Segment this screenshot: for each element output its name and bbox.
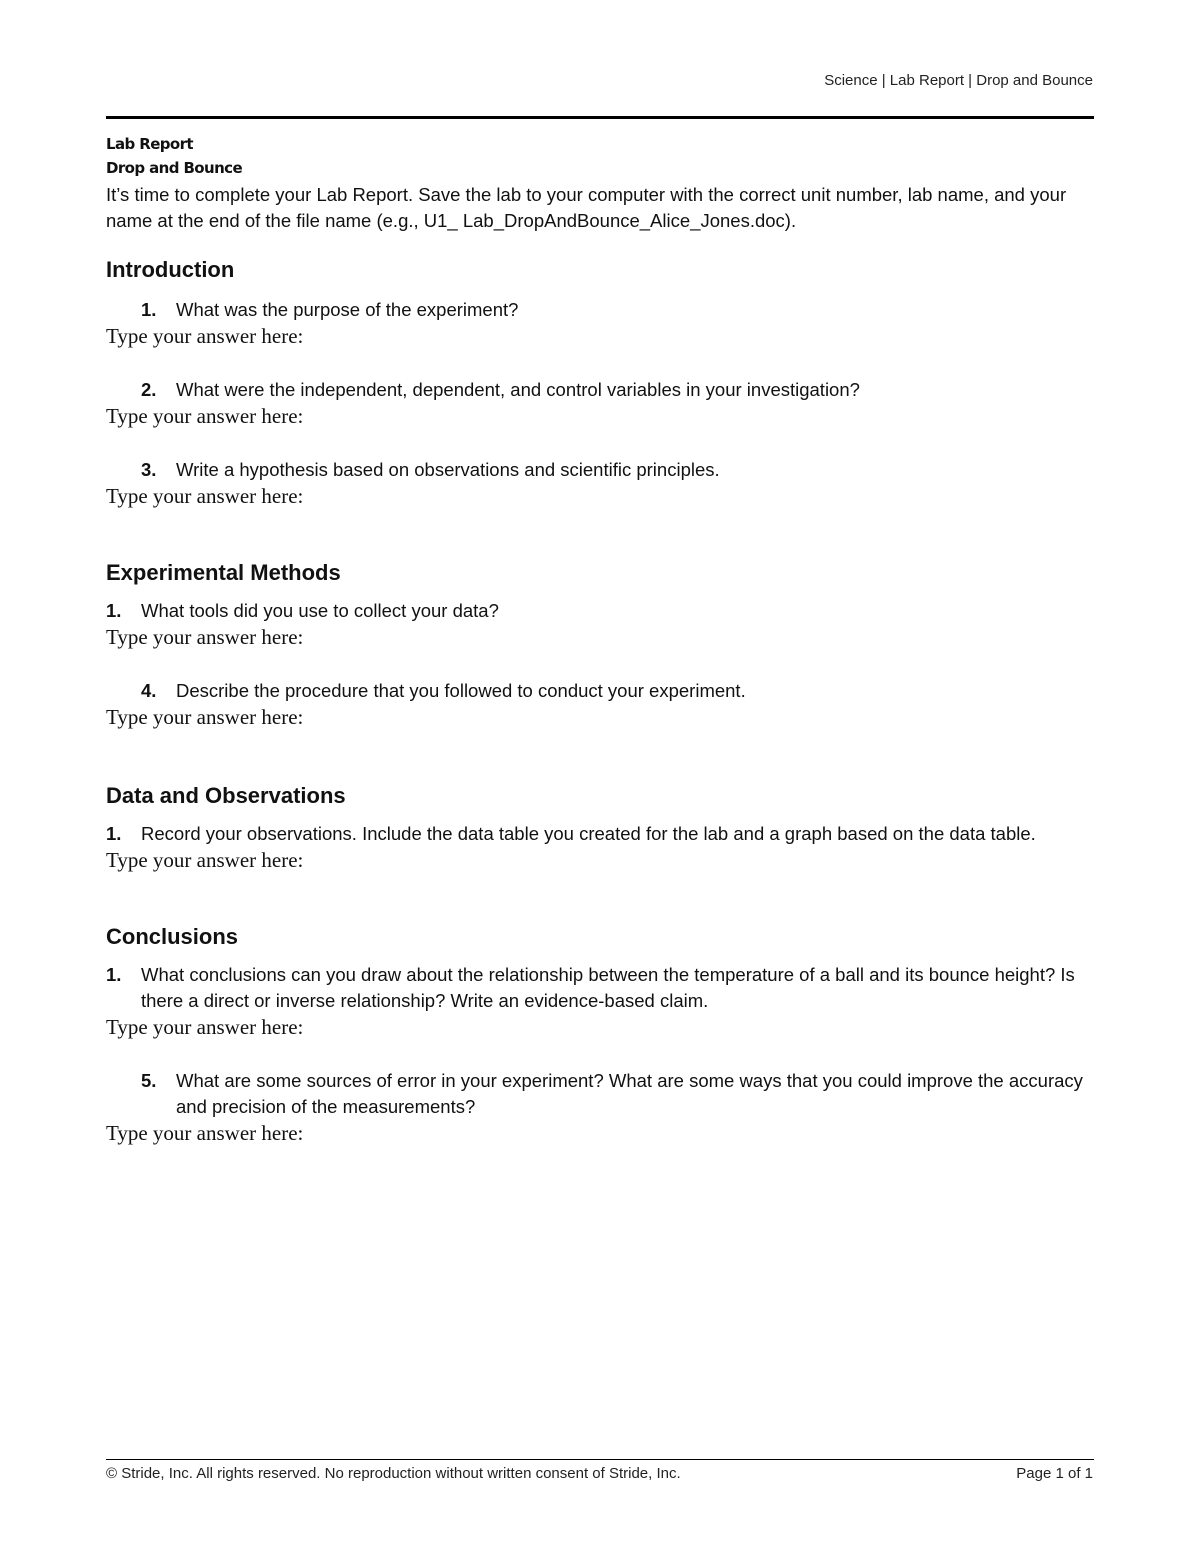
answer-field[interactable]: Type your answer here: (106, 1015, 304, 1039)
question-text: Describe the procedure that you followed to conduct your experiment. (176, 680, 746, 701)
header-rule (106, 116, 1094, 119)
footer-rule (106, 1459, 1094, 1460)
section-heading-conclusions: Conclusions (106, 924, 239, 949)
question-number: 1. (106, 823, 122, 844)
question-number: 1. (106, 964, 122, 985)
intro-paragraph: It’s time to complete your Lab Report. Save the lab to your computer with the correct unit number, lab name, and your name at the end of the file name (e.g., U1_ Lab_DropAndBounce_Alice_Jones.doc). (106, 184, 1067, 231)
answer-field[interactable]: Type your answer here: (106, 705, 304, 729)
question-text: What was the purpose of the experiment? (176, 299, 519, 320)
doc-title-lab-name: Drop and Bounce (106, 159, 243, 177)
question-text: Write a hypothesis based on observations and scientific principles. (176, 459, 720, 480)
question-number: 1. (141, 299, 157, 320)
section-heading-data: Data and Observations (106, 783, 346, 808)
question-item (106, 962, 1096, 1014)
footer-copyright: © Stride, Inc. All rights reserved. No reproduction without written consent of Stride, Inc. (106, 1465, 681, 1482)
section-heading-introduction: Introduction (106, 257, 235, 282)
question-number: 3. (141, 459, 157, 480)
question-item (106, 297, 1096, 323)
question-number: 5. (141, 1070, 157, 1091)
section-heading-methods: Experimental Methods (106, 560, 341, 585)
question-item (106, 678, 1096, 704)
answer-field[interactable]: Type your answer here: (106, 484, 304, 508)
question-number: 1. (106, 600, 122, 621)
question-text: Record your observations. Include the data table you created for the lab and a graph based on the data table. (141, 823, 1036, 844)
page-header-breadcrumb: Science | Lab Report | Drop and Bounce (824, 72, 1093, 89)
question-text: What conclusions can you draw about the relationship between the temperature of a ball and its bounce height? Is there a direct or inverse relationship? Write an evidence-based claim. (141, 964, 1075, 1011)
doc-title-label: Lab Report (106, 135, 193, 153)
question-item (106, 1068, 1096, 1120)
document-body (106, 132, 1096, 1146)
footer-page-number: Page 1 of 1 (1016, 1465, 1093, 1482)
answer-field[interactable]: Type your answer here: (106, 848, 304, 872)
question-number: 2. (141, 379, 157, 400)
question-text: What are some sources of error in your experiment? What are some ways that you could improve the accuracy and precision of the measurements? (176, 1070, 1083, 1117)
answer-field[interactable]: Type your answer here: (106, 1121, 304, 1145)
question-text: What were the independent, dependent, and control variables in your investigation? (176, 379, 860, 400)
question-text: What tools did you use to collect your data? (141, 600, 499, 621)
answer-field[interactable]: Type your answer here: (106, 404, 304, 428)
question-item (106, 598, 1096, 624)
question-number: 4. (141, 680, 157, 701)
question-item (106, 457, 1096, 483)
question-item (106, 377, 1096, 403)
answer-field[interactable]: Type your answer here: (106, 324, 304, 348)
answer-field[interactable]: Type your answer here: (106, 625, 304, 649)
question-item (106, 821, 1096, 847)
